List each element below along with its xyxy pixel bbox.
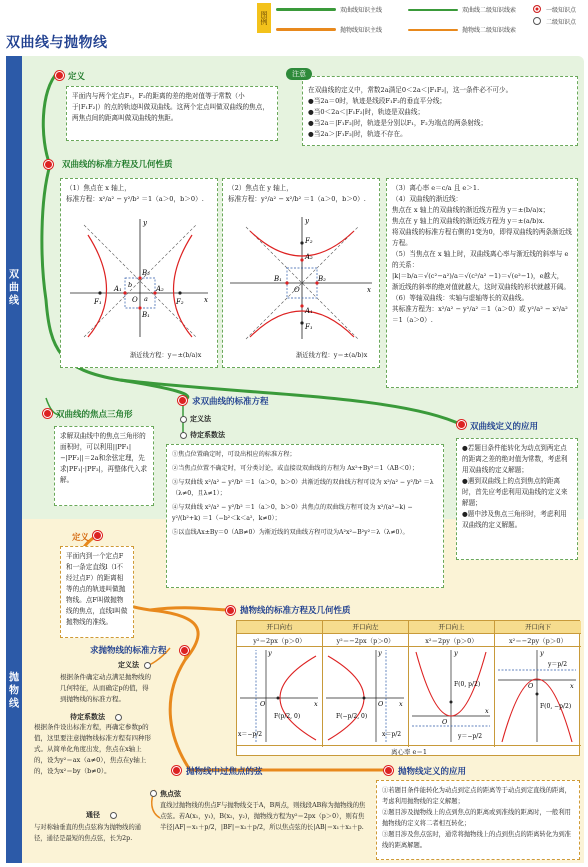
p4-x: x (570, 682, 574, 690)
graph2-origin-label: O (294, 286, 300, 294)
hyp-note-line: ●当0＜2a＜|F₁F₂|时，轨迹是双曲线； (308, 108, 425, 116)
hyp-note-line: ●当2a＝0时，轨迹是线段F₁F₂的垂直平分线； (308, 97, 447, 105)
hyp-find-undet: 待定系数法 (190, 431, 225, 439)
hyp-focal-title: 双曲线的焦点三角形 (56, 410, 133, 420)
p4-f: F(0, −p/2) (540, 703, 572, 710)
case2-asym: 渐近线方程：y＝±(a/b)x (296, 352, 368, 359)
par-find-def-text: 根据条件确定动点满足抛物线的几何特征，从而确定p的值，得到抛物线的标准方程。 (60, 673, 151, 703)
graph1-f2-label: F₂ (176, 298, 184, 306)
par-find-def: 定义法 (118, 661, 139, 669)
case2-eq: 标准方程：y²/a² − x²/b² ＝1（a＞0，b＞0）. (228, 195, 366, 203)
hyp-find-box (166, 444, 444, 588)
hyp-focal-node (43, 409, 52, 418)
prop-line: 焦点在 x 轴上的双曲线的渐近线方程为 y＝±(b/a)x； (392, 206, 550, 214)
par-focal-chord-text: 直线过抛物线的焦点F与抛物线交于A，B两点，则线段AB称为抛物线的焦点弦。若A(x₁，y₁)，B(x₂，y₂)，抛物线方程为y²＝2px（p＞0），则有焦半径|AF|＝x₁＋p/2，|BF|＝x₂＋p/2，所以焦点弦的长|AB|＝x₁＋x₂＋p. (160, 802, 366, 831)
par-app-box (376, 780, 580, 860)
p1-x: x (314, 700, 318, 708)
graph1-b-label: b (128, 281, 133, 289)
prop-line: 渐近线的斜率的绝对值就越大，这时双曲线的形状就越开阔。 (392, 283, 571, 291)
hyp-def-node (55, 71, 64, 80)
par-latus-text: 与对称轴垂直的焦点弦称为抛物线的通径，通径是最短的焦点弦，长为2p. (34, 824, 142, 842)
prop-line: （4）双曲线的渐近线： (392, 195, 463, 203)
p3-y: y (454, 649, 458, 657)
par-app-item: ③题目涉及焦点弦时，通常将抛物线上的点到焦点的距离转化为到准线的距离解题。 (382, 831, 571, 849)
par-undet-node (115, 714, 122, 721)
p3-f: F(0, p/2) (454, 681, 481, 688)
p2-y: y (378, 649, 382, 657)
graph2-x-label: x (367, 286, 371, 294)
par-find-node (180, 646, 189, 655)
hyperbola-y-graph (230, 215, 375, 343)
table-eq: x²＝−2py（p＞0） (495, 633, 581, 647)
side-label-parabola: 抛物线 (6, 519, 22, 863)
latus-node (110, 812, 117, 819)
focal-chord-node (150, 790, 157, 797)
find-item: ②当焦点位置不确定时，可分类讨论，或直接设双曲线的方程为 Ax²+By²＝1（AB＜0）； (172, 465, 419, 472)
hyp-note-line: ●当2a＝|F₁F₂|时，轨迹是分别以F₁，F₂为端点的两条射线； (308, 119, 488, 127)
legend-level2: 二级知识点 (546, 19, 577, 26)
find-item: ④与双曲线 x²/a² − y²/b² ＝1（a＞0，b＞0）共焦点的双曲线方程可设为 x²/(a²−k) − y²/(b²+k) ＝1（−b²＜k＜a²，k≠0）； (172, 504, 413, 522)
legend-tag: 图例 (257, 3, 271, 33)
par-app-title: 抛物线定义的应用 (398, 767, 467, 777)
graph1-a-label: a (144, 295, 148, 303)
legend-level1: 一级知识点 (546, 7, 577, 14)
hyperbola-x-graph (70, 215, 212, 343)
find-def-node (180, 416, 187, 423)
hyp-def-title: 定义 (68, 72, 86, 82)
par-chord-node (172, 766, 181, 775)
hyp-props-box (386, 178, 578, 388)
p4-o: O (528, 682, 534, 690)
par-app-item: ②题目涉及抛物线上的点到焦点的距离或到准线的距离时，一般利用抛物线的定义将二者相互转化； (382, 809, 571, 827)
prop-line: 其标准方程为：x²/a² − y²/a² ＝1（a＞0）或 y²/a² − x²/a² ＝1（a＞0）. (392, 305, 568, 324)
p2-o: O (378, 700, 384, 708)
par-chord-title: 抛物线中过焦点的弦 (186, 767, 263, 777)
prop-line: （5）当焦点在 x 轴上时，双曲线离心率与渐近线的斜率与 e 的关系： (392, 250, 569, 269)
side-label-hyperbola: 双曲线 (6, 56, 22, 519)
prop-line: （3）离心率 e＝c/a 且 e＞1. (392, 184, 480, 192)
par-def-node (93, 531, 102, 540)
hyp-note-box (302, 76, 578, 146)
page-title: 双曲线与抛物线 (6, 35, 108, 51)
hyp-note-line: 在双曲线的定义中，常数2a满足0＜2a＜|F₁F₂|，这一条件必不可少。 (308, 86, 513, 94)
graph2-y-label: y (305, 217, 309, 225)
legend-hyp-main: 双曲线知识主线 (340, 7, 383, 14)
find-item: ①焦点位置确定时，可设出相应的标准方程； (172, 451, 296, 458)
hyp-std-title: 双曲线的标准方程及几何性质 (62, 160, 173, 170)
prop-line: （6）等轴双曲线：实轴与虚轴等长的双曲线。 (392, 294, 529, 302)
prop-line: 将双曲线的标准方程右侧的1变为0，即得双曲线的两条渐近线方程。 (392, 228, 572, 247)
graph1-y-label: y (143, 219, 147, 227)
p3-x: x (485, 707, 489, 715)
par-focal-chord: 焦点弦 (160, 790, 181, 798)
case1-asym: 渐近线方程：y＝±(b/a)x (130, 352, 202, 359)
parabola-graphs (236, 646, 580, 746)
table-eq: x²＝2py（p＞0） (409, 633, 495, 647)
par-find-title: 求抛物线的标准方程 (90, 646, 167, 656)
graph1-a1-label: A₁ (114, 285, 122, 293)
case1-eq: 标准方程：x²/a² − y²/b² ＝1（a＞0，b＞0）. (66, 195, 204, 203)
par-std-node (226, 606, 235, 615)
p1-y: y (268, 649, 272, 657)
p2-x: x (399, 700, 403, 708)
graph2-b1-label: B₁ (274, 275, 282, 283)
hyp-def-box: 平面内与两个定点F₁，F₂的距离的差的绝对值等于常数（小于|F₁F₂|）的点的轨迹叫做双曲线。这两个定点叫做双曲线的焦点，两焦点间的距离叫做双曲线的焦距。 (66, 86, 278, 141)
graph2-b2-label: B₂ (318, 275, 326, 283)
legend-hyp-sub: 双曲线二级知识线索 (462, 7, 517, 14)
hyp-find-def: 定义法 (190, 415, 211, 423)
table-foot: 离心率 e＝1 (237, 745, 581, 757)
p3-o: O (442, 718, 448, 726)
prop-line: |k|＝b/a＝√(c²−a²)/a＝√(c²/a² −1)＝√(e²−1)，e越大， (392, 272, 564, 280)
par-latus: 通径 (86, 811, 100, 819)
table-eq: y²＝2px（p＞0） (237, 633, 323, 647)
hyp-note-tag: 注意 (286, 68, 312, 80)
par-std-title: 抛物线的标准方程及几何性质 (240, 606, 351, 616)
graph1-a2-label: A₂ (156, 285, 164, 293)
graph1-origin-label: O (132, 296, 138, 304)
legend-par-main: 抛物线知识主线 (340, 27, 383, 34)
p4-dir: y＝p/2 (548, 661, 568, 668)
p2-dir: x＝p/2 (382, 731, 402, 738)
graph1-x-label: x (204, 296, 208, 304)
p1-dir: x＝−p/2 (238, 731, 263, 738)
hyp-app-item: ●题中涉及焦点三角形时，考虑利用双曲线的定义解题。 (462, 510, 567, 529)
graph1-b1-label: B₁ (142, 311, 150, 319)
par-def-box: 平面内到一个定点F和一条定直线l（l不经过点F）的距离相等的点的轨迹叫做抛物线。点F叫做抛物线的焦点，直线l叫做抛物线的准线。 (60, 546, 134, 638)
hyp-app-node (457, 420, 466, 429)
graph2-a2-label: A₂ (305, 253, 313, 261)
table-head: 开口向下 (495, 621, 581, 633)
par-find-undet-text: 根据条件设出标准方程，再确定参数p的值，这里要注意抛物线标准方程有四种形式。从简单化角度出发，焦点在x轴上的，设为y²＝ax（a≠0），焦点在y轴上的，设为x²＝by（b≠0）。 (34, 723, 151, 775)
legend-par-sub: 抛物线二级知识线索 (462, 27, 517, 34)
hyp-find-title: 求双曲线的标准方程 (192, 397, 269, 407)
case1-head: （1）焦点在 x 轴上， (66, 184, 131, 192)
hyp-app-item: ●遇到双曲线上的点到焦点的距离时，首先应考虑利用双曲线的定义来解题； (462, 477, 568, 507)
find-item: ③与双曲线 x²/a² − y²/b² ＝1（a＞0，b＞0）共渐近线的双曲线方程可设为 x²/a² − y²/b² ＝λ（λ≠0，且λ≠1）； (172, 479, 434, 497)
table-eq: y²＝−2px（p＞0） (323, 633, 409, 647)
hyp-find-node (178, 396, 187, 405)
hyp-app-title: 双曲线定义的应用 (470, 422, 539, 432)
table-head: 开口向上 (409, 621, 495, 633)
p1-f: F(p/2, 0) (274, 713, 301, 720)
par-def-method-node (144, 662, 151, 669)
hyp-app-item: ●若题目条件能转化为动点到两定点的距离之差的绝对值为常数，考虑利用双曲线的定义解题； (462, 444, 568, 474)
table-head: 开口向右 (237, 621, 323, 633)
hyp-note-line: ●当2a＞|F₁F₂|时，轨迹不存在。 (308, 130, 407, 138)
graph1-b2-label: B₂ (142, 269, 150, 277)
graph2-f1-label: F₁ (305, 323, 313, 331)
par-app-node (384, 766, 393, 775)
hyp-app-box (456, 438, 578, 560)
find-undet-node (180, 432, 187, 439)
graph2-a1-label: A₁ (305, 307, 313, 315)
p2-f: F(−p/2, 0) (336, 713, 368, 720)
table-head: 开口向左 (323, 621, 409, 633)
par-app-item: ①若题目条件能转化为动点到定点的距离等于动点到定直线的距离，考虑利用抛物线的定义解题； (382, 787, 571, 805)
find-item: ⑤以直线Ax±By＝0（AB≠0）为渐近线的双曲线方程可设为A²x²−B²y²＝λ（λ≠0）。 (172, 529, 409, 536)
par-def-title: 定义 (72, 533, 90, 543)
par-find-undet: 待定系数法 (70, 713, 105, 721)
p1-o: O (260, 700, 266, 708)
hyp-std-node (44, 160, 53, 169)
graph2-f2-label: F₂ (305, 237, 313, 245)
case2-head: （2）焦点在 y 轴上， (228, 184, 293, 192)
graph1-f1-label: F₁ (94, 298, 102, 306)
p4-y: y (540, 649, 544, 657)
prop-line: 焦点在 y 轴上的双曲线的渐近线方程为 y＝±(a/b)x. (392, 217, 545, 225)
p3-dir: y＝−p/2 (458, 733, 483, 740)
hyp-focal-box: 求解双曲线中的焦点三角形的面积时，可以利用||PF₁|−|PF₂||＝2a和余弦定理，先求|PF₁|·|PF₂|，再整体代入求解。 (54, 426, 154, 506)
